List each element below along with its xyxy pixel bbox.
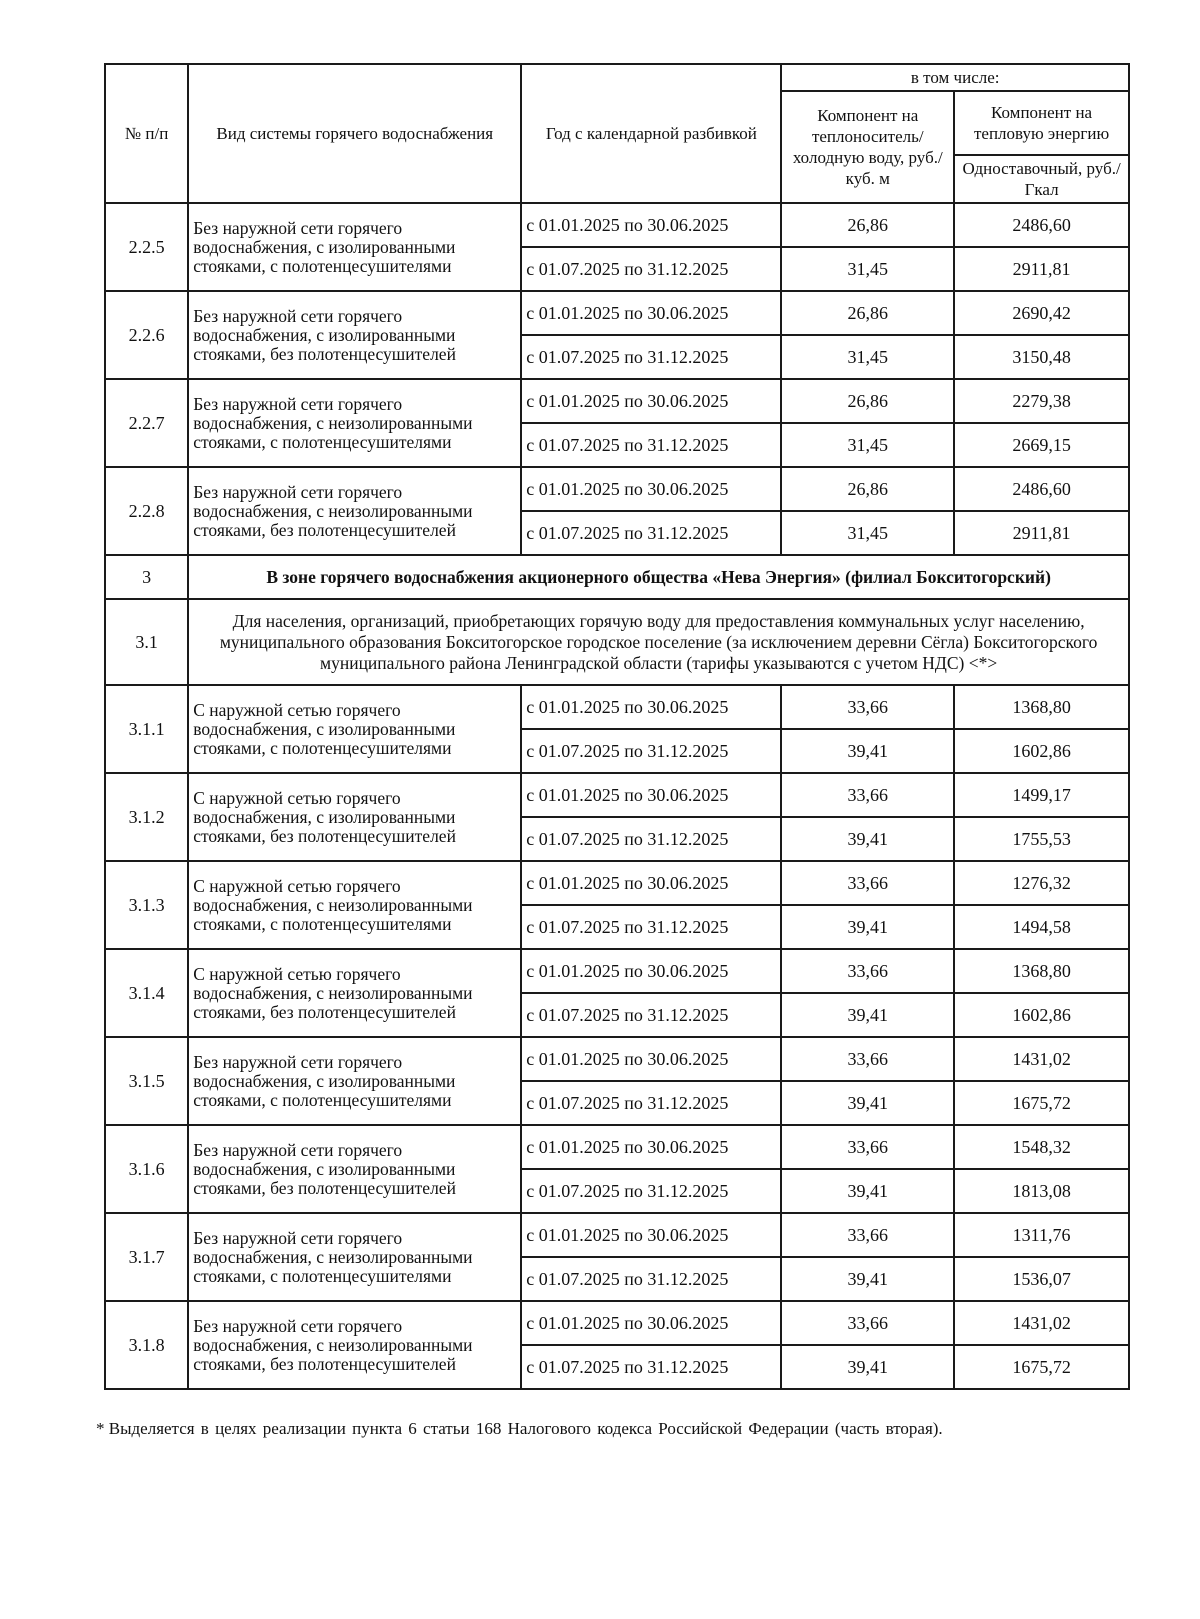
row-water-component: 39,41 bbox=[781, 993, 954, 1037]
row-period: с 01.07.2025 по 31.12.2025 bbox=[521, 1257, 781, 1301]
row-period: с 01.01.2025 по 30.06.2025 bbox=[521, 1125, 781, 1169]
row-water-component: 39,41 bbox=[781, 1257, 954, 1301]
row-system-type: Без наружной сети горячего водоснабжения, с неизолированными стояками, с полотенцесушителями bbox=[188, 1213, 521, 1301]
row-period: с 01.01.2025 по 30.06.2025 bbox=[521, 1213, 781, 1257]
row-water-component: 26,86 bbox=[781, 291, 954, 335]
row-period: с 01.07.2025 по 31.12.2025 bbox=[521, 817, 781, 861]
header-component-heat: Компонент на тепловую энергию bbox=[954, 91, 1129, 155]
row-system-type: Без наружной сети горячего водоснабжения, с неизолированными стояками, без полотенцесушителей bbox=[188, 1301, 521, 1389]
row-system-type: Без наружной сети горячего водоснабжения, с неизолированными стояками, без полотенцесушителей bbox=[188, 467, 521, 555]
row-period: с 01.07.2025 по 31.12.2025 bbox=[521, 905, 781, 949]
row-heat-component: 2690,42 bbox=[954, 291, 1129, 335]
row-water-component: 39,41 bbox=[781, 1169, 954, 1213]
row-heat-component: 1368,80 bbox=[954, 685, 1129, 729]
row-water-component: 31,45 bbox=[781, 247, 954, 291]
row-water-component: 31,45 bbox=[781, 335, 954, 379]
row-water-component: 39,41 bbox=[781, 905, 954, 949]
row-period: с 01.01.2025 по 30.06.2025 bbox=[521, 773, 781, 817]
row-water-component: 31,45 bbox=[781, 511, 954, 555]
table-row bbox=[105, 379, 1129, 423]
row-water-component: 33,66 bbox=[781, 861, 954, 905]
table-row bbox=[105, 467, 1129, 511]
row-number: 3.1.1 bbox=[105, 685, 188, 773]
table-row bbox=[105, 1125, 1129, 1169]
row-heat-component: 1548,32 bbox=[954, 1125, 1129, 1169]
row-heat-component: 1536,07 bbox=[954, 1257, 1129, 1301]
row-water-component: 33,66 bbox=[781, 949, 954, 993]
footnote-marker: * bbox=[96, 1419, 105, 1438]
row-heat-component: 1276,32 bbox=[954, 861, 1129, 905]
row-water-component: 39,41 bbox=[781, 817, 954, 861]
subgroup-number: 3.1 bbox=[105, 599, 188, 685]
header-system-type: Вид системы горячего водоснабжения bbox=[188, 64, 521, 203]
row-period: с 01.01.2025 по 30.06.2025 bbox=[521, 379, 781, 423]
row-water-component: 33,66 bbox=[781, 1213, 954, 1257]
row-heat-component: 1431,02 bbox=[954, 1301, 1129, 1345]
header-single-rate: Одноставочный, руб./Гкал bbox=[954, 155, 1129, 203]
row-system-type: Без наружной сети горячего водоснабжения, с изолированными стояками, с полотенцесушителями bbox=[188, 203, 521, 291]
row-heat-component: 1311,76 bbox=[954, 1213, 1129, 1257]
row-water-component: 39,41 bbox=[781, 1345, 954, 1389]
row-system-type: Без наружной сети горячего водоснабжения, с изолированными стояками, без полотенцесушителей bbox=[188, 1125, 521, 1213]
zone-number: 3 bbox=[105, 555, 188, 599]
row-heat-component: 2486,60 bbox=[954, 203, 1129, 247]
row-heat-component: 2911,81 bbox=[954, 247, 1129, 291]
row-period: с 01.01.2025 по 30.06.2025 bbox=[521, 203, 781, 247]
row-period: с 01.01.2025 по 30.06.2025 bbox=[521, 685, 781, 729]
row-water-component: 39,41 bbox=[781, 729, 954, 773]
zone-row bbox=[105, 555, 1129, 599]
row-period: с 01.01.2025 по 30.06.2025 bbox=[521, 291, 781, 335]
row-period: с 01.07.2025 по 31.12.2025 bbox=[521, 1345, 781, 1389]
row-system-type: С наружной сетью горячего водоснабжения, с изолированными стояками, с полотенцесушителями bbox=[188, 685, 521, 773]
row-system-type: С наружной сетью горячего водоснабжения, с неизолированными стояками, с полотенцесушителями bbox=[188, 861, 521, 949]
footnote bbox=[96, 1418, 1130, 1440]
zone-title: В зоне горячего водоснабжения акционерного общества «Нева Энергия» (филиал Бокситогорский) bbox=[188, 555, 1129, 599]
row-number: 3.1.6 bbox=[105, 1125, 188, 1213]
row-number: 3.1.2 bbox=[105, 773, 188, 861]
row-number: 3.1.7 bbox=[105, 1213, 188, 1301]
row-period: с 01.01.2025 по 30.06.2025 bbox=[521, 949, 781, 993]
table-row bbox=[105, 1213, 1129, 1257]
row-water-component: 33,66 bbox=[781, 1301, 954, 1345]
row-heat-component: 1675,72 bbox=[954, 1081, 1129, 1125]
row-heat-component: 1755,53 bbox=[954, 817, 1129, 861]
row-system-type: С наружной сетью горячего водоснабжения, с изолированными стояками, без полотенцесушителей bbox=[188, 773, 521, 861]
table-row bbox=[105, 203, 1129, 247]
row-water-component: 31,45 bbox=[781, 423, 954, 467]
row-period: с 01.07.2025 по 31.12.2025 bbox=[521, 1169, 781, 1213]
row-heat-component: 1602,86 bbox=[954, 729, 1129, 773]
table-row bbox=[105, 685, 1129, 729]
row-period: с 01.07.2025 по 31.12.2025 bbox=[521, 423, 781, 467]
table-row bbox=[105, 1301, 1129, 1345]
row-heat-component: 1499,17 bbox=[954, 773, 1129, 817]
row-heat-component: 2911,81 bbox=[954, 511, 1129, 555]
subgroup-row bbox=[105, 599, 1129, 685]
row-period: с 01.07.2025 по 31.12.2025 bbox=[521, 1081, 781, 1125]
row-period: с 01.07.2025 по 31.12.2025 bbox=[521, 247, 781, 291]
row-number: 2.2.8 bbox=[105, 467, 188, 555]
row-heat-component: 1494,58 bbox=[954, 905, 1129, 949]
row-period: с 01.07.2025 по 31.12.2025 bbox=[521, 729, 781, 773]
row-water-component: 33,66 bbox=[781, 1125, 954, 1169]
row-heat-component: 1813,08 bbox=[954, 1169, 1129, 1213]
row-water-component: 26,86 bbox=[781, 467, 954, 511]
row-number: 3.1.4 bbox=[105, 949, 188, 1037]
row-number: 3.1.8 bbox=[105, 1301, 188, 1389]
row-number: 2.2.6 bbox=[105, 291, 188, 379]
row-heat-component: 1431,02 bbox=[954, 1037, 1129, 1081]
row-heat-component: 2669,15 bbox=[954, 423, 1129, 467]
row-period: с 01.07.2025 по 31.12.2025 bbox=[521, 511, 781, 555]
row-heat-component: 1675,72 bbox=[954, 1345, 1129, 1389]
header-num: № п/п bbox=[105, 64, 188, 203]
header-including: в том числе: bbox=[781, 64, 1129, 91]
row-water-component: 33,66 bbox=[781, 1037, 954, 1081]
row-period: с 01.01.2025 по 30.06.2025 bbox=[521, 1037, 781, 1081]
row-heat-component: 1368,80 bbox=[954, 949, 1129, 993]
header-year: Год с календарной разбивкой bbox=[521, 64, 781, 203]
subgroup-title: Для населения, организаций, приобретающих горячую воду для предоставления коммунальных услуг населению, муниципального образования Бокситогорское городское поселение (за исключением деревни Сёгла) Бокситогорского муниципального района Ленинградской области (тарифы указываются с учетом НДС) <*> bbox=[188, 599, 1129, 685]
row-period: с 01.01.2025 по 30.06.2025 bbox=[521, 467, 781, 511]
row-water-component: 26,86 bbox=[781, 203, 954, 247]
row-period: с 01.07.2025 по 31.12.2025 bbox=[521, 993, 781, 1037]
tariff-table bbox=[104, 63, 1130, 1390]
row-number: 2.2.7 bbox=[105, 379, 188, 467]
row-heat-component: 3150,48 bbox=[954, 335, 1129, 379]
row-heat-component: 2486,60 bbox=[954, 467, 1129, 511]
header-component-water: Компонент на теплоноситель/ холодную воду, руб./куб. м bbox=[781, 91, 954, 203]
row-heat-component: 1602,86 bbox=[954, 993, 1129, 1037]
row-period: с 01.07.2025 по 31.12.2025 bbox=[521, 335, 781, 379]
table-row bbox=[105, 1037, 1129, 1081]
row-water-component: 26,86 bbox=[781, 379, 954, 423]
row-number: 3.1.5 bbox=[105, 1037, 188, 1125]
table-row bbox=[105, 861, 1129, 905]
footnote-text: Выделяется в целях реализации пункта 6 статьи 168 Налогового кодекса Российской Федерации (часть вторая). bbox=[108, 1419, 943, 1438]
row-water-component: 39,41 bbox=[781, 1081, 954, 1125]
header-row-1 bbox=[105, 64, 1129, 91]
row-system-type: Без наружной сети горячего водоснабжения, с изолированными стояками, с полотенцесушителями bbox=[188, 1037, 521, 1125]
row-system-type: С наружной сетью горячего водоснабжения, с неизолированными стояками, без полотенцесушителей bbox=[188, 949, 521, 1037]
row-system-type: Без наружной сети горячего водоснабжения, с неизолированными стояками, с полотенцесушителями bbox=[188, 379, 521, 467]
table-row bbox=[105, 949, 1129, 993]
row-period: с 01.01.2025 по 30.06.2025 bbox=[521, 861, 781, 905]
row-system-type: Без наружной сети горячего водоснабжения, с изолированными стояками, без полотенцесушителей bbox=[188, 291, 521, 379]
table-row bbox=[105, 773, 1129, 817]
row-heat-component: 2279,38 bbox=[954, 379, 1129, 423]
row-period: с 01.01.2025 по 30.06.2025 bbox=[521, 1301, 781, 1345]
table-row bbox=[105, 291, 1129, 335]
row-number: 3.1.3 bbox=[105, 861, 188, 949]
row-water-component: 33,66 bbox=[781, 773, 954, 817]
row-number: 2.2.5 bbox=[105, 203, 188, 291]
row-water-component: 33,66 bbox=[781, 685, 954, 729]
